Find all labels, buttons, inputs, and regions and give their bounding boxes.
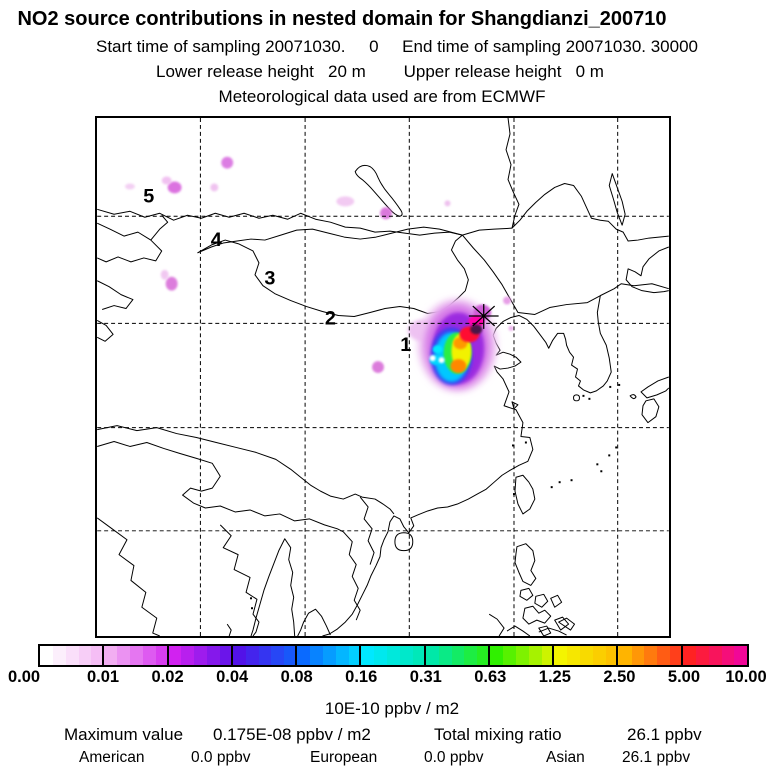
region-asian-label: Asian — [546, 749, 585, 766]
colorbar-cell — [644, 646, 657, 665]
coastline-path — [506, 118, 669, 241]
faint-concentration-spot — [166, 277, 178, 291]
faint-concentration-spot — [509, 326, 514, 331]
faint-concentration-spot — [372, 361, 384, 373]
plot-title: NO2 source contributions in nested domain for Shangdianzi_200710 — [17, 8, 667, 30]
island-dot — [615, 446, 617, 448]
plume-layer — [430, 355, 436, 361]
colorbar-tick-label: 0.63 — [474, 668, 507, 686]
map-panel — [95, 116, 671, 638]
trajectory-marker: 2 — [324, 307, 336, 330]
coastline-path — [496, 296, 611, 393]
colorbar-tick-label: 5.00 — [667, 668, 701, 686]
colorbar-tick-label: 0.00 — [7, 668, 41, 686]
colorbar-cell — [503, 646, 516, 665]
colorbar-tick-label: 0.01 — [86, 668, 120, 686]
trajectory-marker: 5 — [143, 185, 155, 208]
colorbar-cell — [233, 646, 246, 665]
colorbar-tick-label: 0.04 — [216, 668, 249, 686]
colorbar-cell — [40, 646, 53, 665]
colorbar — [38, 644, 749, 667]
coastline-path — [97, 426, 394, 514]
colorbar-tick-label: 1.25 — [538, 668, 571, 686]
colorbar-divider — [167, 644, 169, 667]
faint-concentration-spot — [336, 196, 354, 206]
region-european-value: 0.0 ppbv — [424, 749, 484, 766]
colorbar-cell — [181, 646, 194, 665]
coastline-path — [512, 402, 518, 409]
plume-layer — [470, 324, 482, 334]
colorbar-divider — [231, 644, 233, 667]
map-canvas — [97, 118, 669, 636]
mixing-ratio-value: 26.1 ppbv — [627, 725, 702, 744]
colorbar-unit-label: 10E-10 ppbv / m2 — [324, 699, 460, 718]
colorbar-cell — [310, 646, 323, 665]
coastline-path — [197, 227, 468, 316]
colorbar-cell — [696, 646, 709, 665]
colorbar-cell — [104, 646, 117, 665]
colorbar-cell — [632, 646, 645, 665]
coastline-path — [220, 525, 259, 636]
colorbar-divider — [295, 644, 297, 667]
coastline-path — [462, 235, 668, 314]
faint-concentration-spot — [380, 207, 392, 219]
faint-concentration-spot — [445, 200, 451, 206]
colorbar-cell — [117, 646, 130, 665]
colorbar-cell — [490, 646, 503, 665]
colorbar-tick-label: 0.08 — [280, 668, 313, 686]
colorbar-tick-label: 0.16 — [345, 668, 378, 686]
colorbar-divider — [488, 644, 490, 667]
trajectory-marker: 4 — [210, 229, 222, 252]
plume — [125, 157, 513, 392]
coastline-path — [574, 377, 669, 423]
colorbar-cell — [722, 646, 735, 665]
coastline-path — [97, 209, 512, 235]
colorbar-cell — [194, 646, 207, 665]
trajectory-marker: 3 — [264, 267, 276, 290]
island-dot — [250, 597, 252, 599]
colorbar-cell — [53, 646, 66, 665]
coastline-path — [97, 518, 160, 636]
coastline-path — [515, 544, 569, 636]
island-dot — [600, 470, 602, 472]
colorbar-cell — [207, 646, 220, 665]
colorbar-tick-label: 0.02 — [151, 668, 184, 686]
colorbar-cell — [66, 646, 79, 665]
colorbar-cell — [593, 646, 606, 665]
faint-concentration-spot — [162, 177, 172, 185]
plume-layer — [439, 357, 445, 363]
faint-concentration-spot — [125, 183, 135, 189]
island-dot — [608, 454, 610, 456]
colorbar-cell — [361, 646, 374, 665]
colorbar-cell — [387, 646, 400, 665]
colorbar-cell — [554, 646, 567, 665]
colorbar-cell — [143, 646, 156, 665]
colorbar-cell — [336, 646, 349, 665]
colorbar-divider — [424, 644, 426, 667]
colorbar-tick-label: 10.00 — [725, 668, 767, 686]
colorbar-divider — [552, 644, 554, 667]
island-dot — [588, 398, 590, 400]
colorbar-cell — [619, 646, 632, 665]
coastline-path — [227, 624, 231, 636]
coastlines — [97, 118, 669, 636]
faint-concentration-spot — [210, 183, 218, 191]
plume-layer — [450, 359, 466, 373]
colorbar-cell — [246, 646, 259, 665]
colorbar-cell — [271, 646, 284, 665]
colorbar-divider — [359, 644, 361, 667]
island-dot — [596, 463, 598, 465]
colorbar-cell — [169, 646, 182, 665]
island-dot — [609, 386, 611, 388]
faint-concentration-spot — [161, 270, 169, 280]
region-american-value: 0.0 ppbv — [191, 749, 251, 766]
region-european-label: European — [310, 749, 378, 766]
colorbar-cell — [400, 646, 413, 665]
faint-concentration-spot — [503, 297, 511, 305]
colorbar-cell — [323, 646, 336, 665]
trajectory-markers — [143, 185, 411, 356]
colorbar-tick-label: 0.31 — [409, 668, 442, 686]
colorbar-cell — [452, 646, 465, 665]
mixing-ratio-label: Total mixing ratio — [434, 725, 562, 744]
coastline-path — [355, 165, 402, 216]
colorbar-cell — [79, 646, 92, 665]
plume-layer — [433, 345, 443, 353]
colorbar-cell — [657, 646, 670, 665]
coastline-path — [97, 442, 343, 532]
sampling-time-line: Start time of sampling 20071030. 0 End time of sampling 20071030. 30000 — [96, 37, 698, 56]
colorbar-cell — [567, 646, 580, 665]
colorbar-divider — [616, 644, 618, 667]
max-value-label: Maximum value — [64, 725, 184, 744]
colorbar-cell — [683, 646, 696, 665]
colorbar-cell — [464, 646, 477, 665]
island-dot — [559, 481, 561, 483]
island-dot — [571, 479, 573, 481]
island-dot — [618, 384, 620, 386]
colorbar-cell — [297, 646, 310, 665]
region-asian-value: 26.1 ppbv — [622, 749, 691, 766]
island-dot — [551, 486, 553, 488]
island-dot — [582, 395, 584, 397]
colorbar-cell — [259, 646, 272, 665]
coastline-path — [343, 532, 360, 620]
coastline-path — [515, 475, 535, 514]
colorbar-cell — [439, 646, 452, 665]
colorbar-cell — [529, 646, 542, 665]
colorbar-divider — [102, 644, 104, 667]
colorbar-cell — [580, 646, 593, 665]
colorbar-cell — [709, 646, 722, 665]
colorbar-cell — [426, 646, 439, 665]
trajectory-marker: 1 — [400, 334, 412, 357]
coastline-path — [251, 539, 330, 636]
faint-concentration-spot — [221, 157, 233, 169]
colorbar-divider — [681, 644, 683, 667]
colorbar-cell — [516, 646, 529, 665]
colorbar-cell — [734, 646, 747, 665]
coastline-path — [97, 215, 167, 341]
max-value: 0.175E-08 ppbv / m2 — [213, 725, 371, 744]
colorbar-tick-label: 2.50 — [603, 668, 636, 686]
coastline-path — [609, 174, 625, 226]
colorbar-cell — [130, 646, 143, 665]
graticule — [97, 118, 669, 636]
coastline-path — [395, 533, 413, 551]
island-dot — [525, 442, 527, 444]
met-data-line: Meteorological data used are from ECMWF — [218, 87, 546, 106]
colorbar-cell — [374, 646, 387, 665]
region-american-label: American — [79, 749, 145, 766]
release-height-line: Lower release height 20 m Upper release height 0 m — [156, 62, 604, 81]
island-dot — [251, 607, 253, 609]
